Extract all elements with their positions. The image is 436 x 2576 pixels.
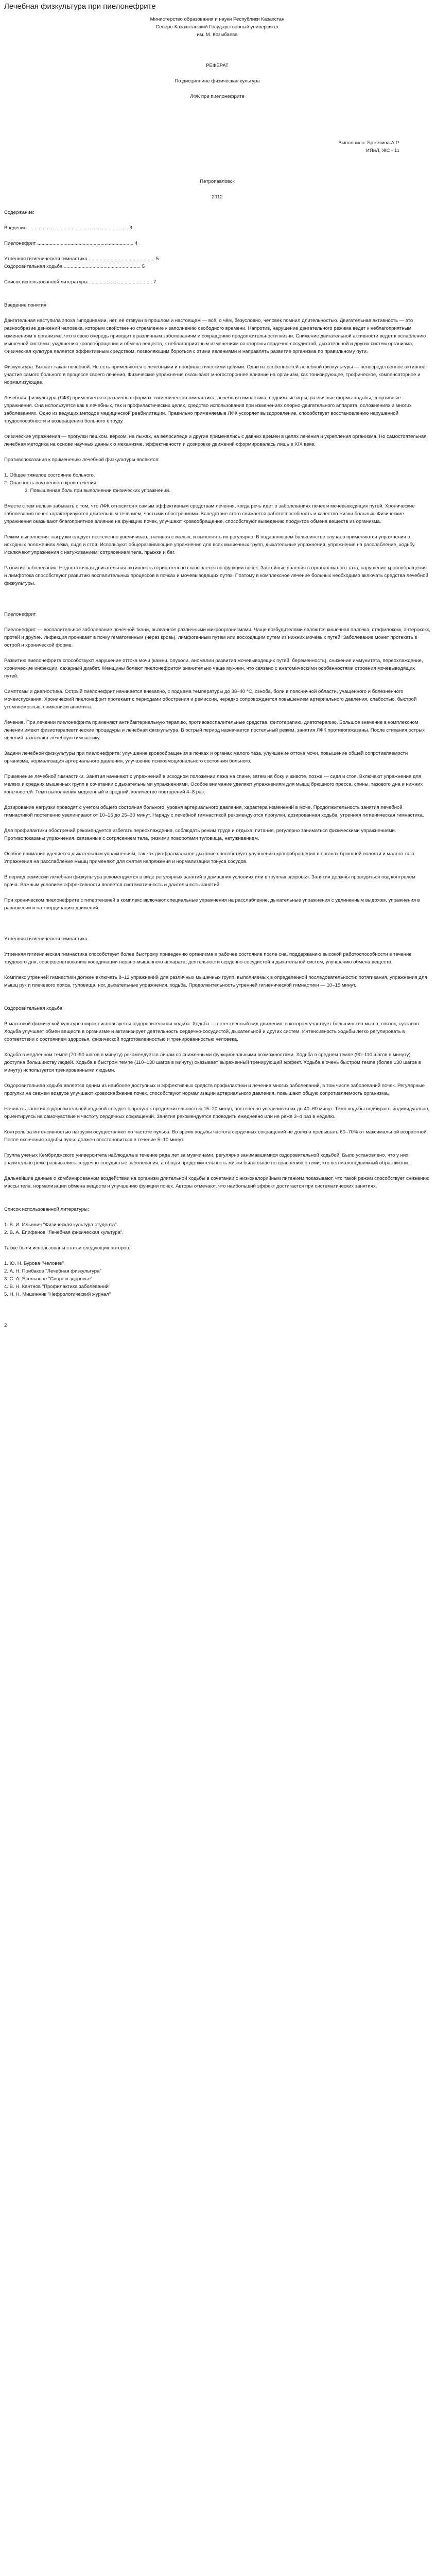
author-item: 5. Н. Н. Мишинник "Нефрологический журнал" <box>4 1292 111 1297</box>
group-line: ИЯиЛ, ЖС - 11 <box>366 148 399 154</box>
paragraph: Утренняя гигиеническая гимнастика способствует более быстрому приведению организма в рабочее состояние после сна, поддержанию высокой работоспособности в течение трудового дня, совершенствованию координации нервно-мышечного аппарата, деятельности сердечно-сосудистой и дыхательной систем, улучшению обмена веществ. <box>4 952 412 965</box>
toc-heading: Содержание: <box>4 210 34 215</box>
list-item: 3. Повышенная боль при выполнении физических упражнений. <box>25 488 170 494</box>
paragraph: Задачи лечебной физкультуры при пиелонефрите: улучшение кровообращения в почках и органах малого таза, улучшение оттока мочи, повышение общей сопротивляемости организма, нормализация артериального давления, улучшение психоэмоционального состояния больного. <box>4 751 408 764</box>
doc-type: РЕФЕРАТ <box>206 63 229 69</box>
paragraph: Применение лечебной гимнастики. Занятия начинают с упражнений в исходном положении лежа на спине, затем на боку и животе, позже — сидя и стоя. Включают упражнения для мелких и средних мышечных групп в сочетании с дыхательными упражнениями. Особое внимание уделяют упражнениям для мышц брюшного пресса, спины, тазового дна и нижних конечностей. Темп выполнения медленный и средний, количество повторений 4–8 раз. <box>4 774 423 795</box>
paragraph: Режим выполнения: нагрузки следует постепенно увеличивать, начиная с малых, и выполнять их регулярно. В подавляющем большинстве случаев применяются упражнения в исходных положениях лежа, сидя и стоя. Используют общеразвивающие упражнения для всех мышечных групп, дыхательные упражнения, упражнения на расслабление, ходьбу. Исключают упражнения с натуживанием, сотрясением тела, прыжки и бег. <box>4 534 416 555</box>
section-pyelonephritis <box>4 611 430 912</box>
paragraph: При хроническом пиелонефрите с гипертензией в комплекс включают специальные упражнения на расслабление, дыхательные упражнения с удлиненным выдохом, упражнения в равновесии и на координацию движений. <box>4 897 420 911</box>
authors-heading: Также были использованы статьи следующих авторов: <box>4 1245 131 1251</box>
named-after-line: им. М. Козыбаева <box>197 32 238 38</box>
paragraph: Дальнейшие данные о комбинированном воздействии на организм длительной ходьбы в сочетании с низкокалорийным питанием показывают, что такой режим способствует снижению массы тела, нормализации обмена веществ и улучшению функции почек. Авторы отмечают, что наибольший эффект достигается при систематических занятиях. <box>4 1176 430 1189</box>
paragraph: Пиелонефрит — воспалительное заболевание почечной ткани, вызванное различными микроорганизмами. Чаще возбудителями являются кишечная палочка, стафилококк, энтерококк, протей и другие. Инфекция проникает в почку гематогенным (через кровь), лимфогенным путем или восходящим путем из нижних мочевых путей. Заболевание может протекать в острой и хронической форме. <box>4 627 430 648</box>
page-title: Лечебная физкультура при пиелонефрите <box>4 2 156 11</box>
author-item: 2. А. Н. Прибаков "Лечебная физкультура" <box>4 1268 101 1274</box>
topic-line: ЛФК при пиелонефрите <box>190 94 245 99</box>
list-item: 1. Общее тяжелое состояние больного. <box>4 472 95 478</box>
paragraph: Двигательная наступила эпоха гиподинамии, нет, её отзвуки в прошлом и настоящем — всё, о чём, безусловно, человек помнил длительностью. Двигательная активность — это разнообразие движений человека, которым свойственно стремление к заполнению свободного времени. Напротив, нарушение двигательного режима ведет к неблагоприятным изменениям в организме, что в свою очередь приводит к различным заболеваниям и сокращению продолжительности жизни. Снижение двигательной активности ведет к ослаблению мышечной системы, ухудшению кровообращения и обмена веществ, к неблагоприятным изменениям со стороны сердечно-сосудистой, дыхательной и других систем организма. Физическая культура является эффективным средством, позволяющим бороться с этими явлениями и направлять развитие организма по правильному пути. <box>4 318 426 354</box>
toc-item: Список использованной литературы .............................................. 7 <box>4 279 156 285</box>
toc-item: Оздоровительная ходьба ........................................................ 5 <box>4 264 145 269</box>
paragraph: Дозирование нагрузки проводят с учетом общего состояния больного, уровня артериального давления, характера изменений в моче. Продолжительность занятия лечебной гимнастикой постепенно увеличивают от 10–15 до 25–30 минут. Наряду с лечебной гимнастикой рекомендуются прогулки, дозированная ходьба, утренняя гигиеническая гимнастика. <box>4 805 424 818</box>
section-heading: Утренняя гигиеническая гимнастика <box>4 936 88 942</box>
section-morning-gymnastics <box>4 935 430 989</box>
section-heading: Введение понятия <box>4 302 47 308</box>
paragraph: Группа ученых Кембриджского университета наблюдала в течение ряда лет за мужчинами, регулярно занимавшимися оздоровительной ходьбой. Было установлено, что у них значительно реже развивались сердечно-сосудистые заболевания, а общая продолжительность жизни была выше по сравнению с теми, кто вел малоподвижный образ жизни. <box>4 1153 409 1166</box>
paragraph: В массовой физической культуре широко используется оздоровительная ходьба. Ходьба — естественный вид движения, в котором участвует большинство мышц, связок, суставов. Ходьба улучшает обмен веществ в организме и активизирует деятельность сердечно-сосудистой, дыхательной и других систем. Интенсивность ходьбы легко регулировать в соответствии с состоянием здоровья, физической подготовленностью и тренированностью человека. <box>4 1021 421 1042</box>
author-item: 4. В. Н. Кантнов "Профилактика заболеваний" <box>4 1284 111 1290</box>
paragraph: Контроль за интенсивностью нагрузки осуществляют по частоте пульса. Во время ходьбы частота сердечных сокращений не должна превышать 60–70% от максимальной возрастной. После окончания ходьбы пульс должен восстановиться в течение 5–10 минут. <box>4 1129 428 1143</box>
author-line: Выполнила: Бржезина А.Р. <box>338 140 399 146</box>
paragraph: Вместе с тем нельзя забывать о том, что ЛФК относится к самым эффективным средствам лечения, когда речь идет о заболеваниях почек и мочевыводящих путей. Хронические заболевания почек характеризуются длительным течением, частыми обострениями. Вследствие этого снижается работоспособность и качество жизни больных. Физические упражнения оказывают благоприятное влияние на функцию почек, улучшают кровообращение, способствуют выведению продуктов обмена веществ из организма. <box>4 503 415 524</box>
title-page <box>4 15 430 201</box>
university-line: Северо-Казахстанский Государственный университет <box>155 24 279 30</box>
city-line: Петропавловск <box>200 179 235 184</box>
toc-item: Введение ......................................................................... 3 <box>4 225 132 231</box>
section-heading: Оздоровительная ходьба <box>4 1006 63 1011</box>
year-line: 2012 <box>212 194 223 200</box>
toc-item: Утренняя гигиеническая гимнастика ................................................ 5 <box>4 256 159 262</box>
author-item: 1. Ю. Н. Бурова "Человек" <box>4 1261 64 1266</box>
paragraph: Особое внимание уделяется дыхательным упражнениям, так как диафрагмальное дыхание способствует улучшению кровообращения в органах брюшной полости и малого таза. Упражнения на расслабление мышц применяют для снятия напряжения и нормализации тонуса сосудов. <box>4 851 416 865</box>
reference-item: 2. В. А. Епифанов "Лечебная физическая культура". <box>4 1230 124 1235</box>
paragraph: Начинать занятия оздоровительной ходьбой следует с прогулок продолжительностью 15–20 минут, постепенно увеличивая их до 40–60 минут. Темп ходьбы подбирают индивидуально, ориентируясь на самочувствие и частоту сердечных сокращений. Занятия рекомендуется проводить ежедневно или не реже 3–4 раз в неделю. <box>4 1106 430 1120</box>
section-introduction <box>4 301 430 587</box>
page-number: 2 <box>4 1323 7 1328</box>
author-item: 3. С. А. Ясольвоне "Спорт и здоровье" <box>4 1276 93 1282</box>
section-references <box>4 1206 430 1298</box>
paragraph: Развитие заболевания. Недостаточная двигательная активность отрицательно сказывается на функции почек. Застойные явления в органах малого таза, нарушение кровообращения и лимфотока способствуют развитию воспалительных процессов в почках и мочевыводящих путях. Поэтому в комплексное лечение больных необходимо включать средства лечебной физкультуры. <box>4 565 428 586</box>
section-walking <box>4 1005 430 1190</box>
reference-item: 1. В. И. Ильинич "Физическая культура студента". <box>4 1222 118 1228</box>
paragraph: Оздоровительная ходьба является одним из наиболее доступных и эффективных средств профилактики и лечения многих заболеваний, в том числе заболеваний почек. Регулярные прогулки на свежем воздухе улучшают кровоснабжение почек, способствуют нормализации артериального давления, повышают общую сопротивляемость организма. <box>4 1083 425 1096</box>
discipline-line: По дисциплине физическая культура <box>175 78 260 84</box>
toc-item: Пиелонефрит ...................................................................... 4 <box>4 241 138 246</box>
section-heading: Список использованной литературы: <box>4 1207 89 1212</box>
paragraph: Физические упражнения — прогулки пешком, верхом, на лыжах, на велосипеде и другие применялись с давних времен в целях лечения и укрепления организма. Но самостоятельная лечебная методика на основе научных данных о механизме, эффективности и дозировке движений сформировалась лишь в XIX веке. <box>4 434 427 447</box>
table-of-contents <box>4 209 430 286</box>
paragraph: Противопоказания к применению лечебной физкультуры являются: <box>4 457 160 463</box>
list-item: 2. Опасность внутреннего кровотечения. <box>4 480 98 486</box>
paragraph: Лечение. При лечении пиелонефрита применяют антибактериальную терапию, противовоспалительные средства, фитотерапию, диетотерапию. Большое значение в комплексном лечении имеют физиотерапевтические процедуры и лечебная физкультура. В острый период назначается постельный режим, занятия ЛФК противопоказаны. После стихания острых явлений назначают лечебную гимнастику. <box>4 720 425 741</box>
paragraph: Симптомы и диагностика. Острый пиелонефрит начинается внезапно, с подъема температуры до 38–40 °С, озноба, боли в поясничной области, учащенного и болезненного мочеиспускания. Хронический пиелонефрит протекает с периодами обострения и ремиссии, нередко сопровождается повышением артериального давления, слабостью, быстрой утомляемостью, снижением аппетита. <box>4 689 417 710</box>
paragraph: Лечебная физкультура (ЛФК) применяется в различных формах: гигиеническая гимнастика, лечебная гимнастика, подвижные игры, различные формы ходьбы, спортивные упражнения. Она используется как в лечебных, так и профилактических целях, средство использования при изменениях опорно-двигательного аппарата, осложнениях и многих заболеваниях. Одно из ведущих методов медицинской реабилитации. Правильно применяемые ЛФК ускоряет выздоровление, способствует восстановлению нарушенной трудоспособности и возвращению больного к труду. <box>4 395 412 424</box>
section-heading: Пиелонефрит <box>4 612 36 617</box>
document-body <box>4 15 430 1329</box>
paragraph: В период ремиссии лечебная физкультура рекомендуется в виде регулярных занятий в домашних условиях или в группах здоровья. Занятия должны проводиться под контролем врача. Важным условием эффективности является систематичность и длительность занятий. <box>4 874 415 888</box>
paragraph: Физкультура. Бывает такая лечебной. Не есть применяются с лечебными и профилактическими целями. Одни из особенностей лечебной физкультуры — непосредственное активное участие самого больного в процессе своего лечения. Физические упражнения оказывают многостороннее влияние на организм, как тонизирующее, трофическое, компенсаторное и нормализующее. <box>4 364 426 385</box>
paragraph: Ходьба в медленном темпе (70–90 шагов в минуту) рекомендуется лицам со сниженными функциональными возможностями. Ходьба в среднем темпе (90–110 шагов в минуту) доступна большинству людей. Ходьба в быстром темпе (110–130 шагов в минуту) оказывает выраженный тренирующий эффект. Ходьба в очень быстром темпе (более 130 шагов в минуту) используется тренированными людьми. <box>4 1052 421 1073</box>
paragraph: Комплекс утренней гимнастики должен включать 8–12 упражнений для различных мышечных групп, выполняемых в определенной последовательности: потягивания, упражнения для мышц рук и плечевого пояса, туловища, ног, дыхательные упражнения, ходьба. Продолжительность утренней гигиенической гимнастики — 10–15 минут. <box>4 975 427 988</box>
paragraph: Развитию пиелонефрита способствуют нарушение оттока мочи (камни, опухоли, аномалии развития мочевыводящих путей, беременность), снижение иммунитета, переохлаждение, хронические инфекции, сахарный диабет. Женщины болеют пиелонефритом значительно чаще мужчин, что связано с анатомическими особенностями строения мочевыводящих путей. <box>4 658 423 679</box>
ministry-line: Министерство образования и науки Республики Казахстан <box>150 16 285 22</box>
paragraph: Для профилактики обострений рекомендуется избегать переохлаждения, соблюдать режим труда и отдыха, питания, регулярно заниматься физическими упражнениями. Противопоказаны упражнения, связанные с сотрясением тела, резкими поворотами туловища, натуживанием. <box>4 828 396 841</box>
